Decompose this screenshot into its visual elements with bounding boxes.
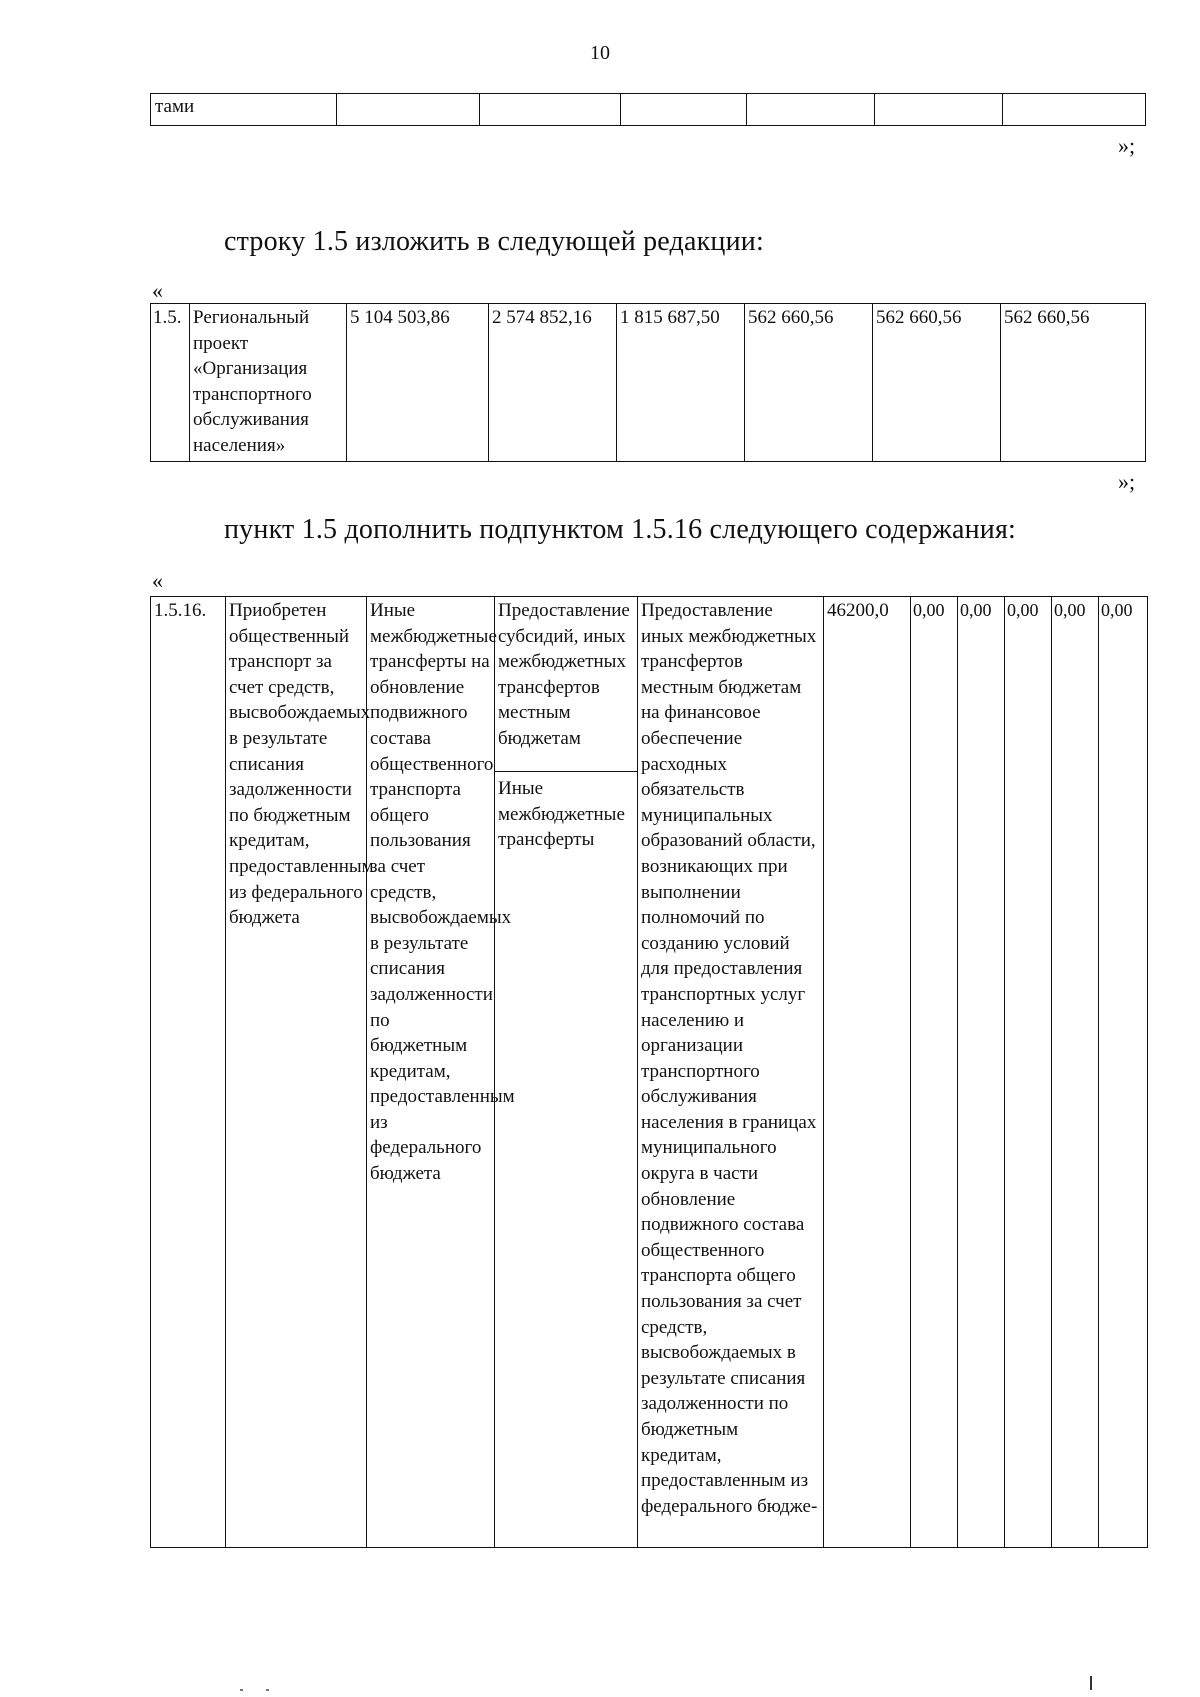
row-number: 1.5.16.	[151, 597, 226, 1548]
table-continuation	[150, 93, 1146, 126]
value-cell: 0,00	[958, 597, 1005, 1548]
table-row	[151, 94, 1146, 126]
page-number: 10	[590, 42, 610, 64]
table-cell	[1003, 94, 1146, 126]
scan-mark	[1090, 1676, 1092, 1690]
row-name: Региональный проект «Организация транспортного обслуживания населения»	[190, 304, 347, 462]
table-row-1-5	[150, 303, 1146, 462]
table-row-1-5-16	[150, 596, 1148, 1548]
value-cell: 0,00	[911, 597, 958, 1548]
table-cell	[480, 94, 621, 126]
value-cell: 1 815 687,50	[617, 304, 745, 462]
type-bottom: Иные межбюджетные трансферты	[498, 778, 625, 851]
row-number: 1.5.	[151, 304, 190, 462]
row-name: Приобретен общественный транспорт за счет средств, высвобождаемых в результате списания задолженности по бюджетным кредитам, предоставленным из федерального бюджета	[226, 597, 367, 1548]
table-cell	[337, 94, 480, 126]
value-cell: 562 660,56	[745, 304, 873, 462]
scan-dot	[266, 1689, 269, 1691]
opening-quote: «	[152, 278, 163, 303]
table-cell: тами	[151, 94, 337, 126]
table-cell	[875, 94, 1003, 126]
value-cell: 0,00	[1005, 597, 1052, 1548]
scan-dot	[240, 1689, 243, 1691]
opening-quote: «	[152, 568, 163, 593]
value-cell: 0,00	[1052, 597, 1099, 1548]
value-cell: 2 574 852,16	[489, 304, 617, 462]
row-type	[495, 597, 638, 1548]
type-top: Предоставление субсидий, иных межбюджетных трансфертов местным бюджетам	[495, 598, 637, 772]
value-cell: 5 104 503,86	[347, 304, 489, 462]
instruction-heading: пункт 1.5 дополнить подпунктом 1.5.16 следующего содержания:	[224, 514, 1017, 545]
value-cell: 562 660,56	[1001, 304, 1146, 462]
row-description: Предоставление иных межбюджетных трансфертов местным бюджетам на финансовое обеспечение расходных обязательств муниципальных образований области, возникающих при выполнении полномочий по созданию условий для предоставления транспортных услуг населению и организации транспортного обслуживания населения в границах муниципального округа в части обновление подвижного состава общественного транспорта общего пользования за счет средств, высвобождаемых в результате списания задолженности по бюджетным кредитам, предоставленным из федерального бюдже-	[638, 597, 824, 1548]
row-result: Иные межбюджетные трансферты на обновление подвижного состава общественного транспорта общего пользования за счет средств, высвобождаемых в результате списания задолженности по бюджетным кредитам, предоставленным из федерального бюджета	[367, 597, 495, 1548]
instruction-heading: строку 1.5 изложить в следующей редакции:	[224, 226, 764, 257]
table-row	[151, 597, 1148, 1548]
table-cell	[747, 94, 875, 126]
table-cell	[621, 94, 747, 126]
closing-quote: »;	[1118, 469, 1136, 494]
closing-quote: »;	[1118, 133, 1136, 158]
total-cell: 46200,0	[824, 597, 911, 1548]
value-cell: 562 660,56	[873, 304, 1001, 462]
value-cell: 0,00	[1099, 597, 1148, 1548]
table-row	[151, 304, 1146, 462]
